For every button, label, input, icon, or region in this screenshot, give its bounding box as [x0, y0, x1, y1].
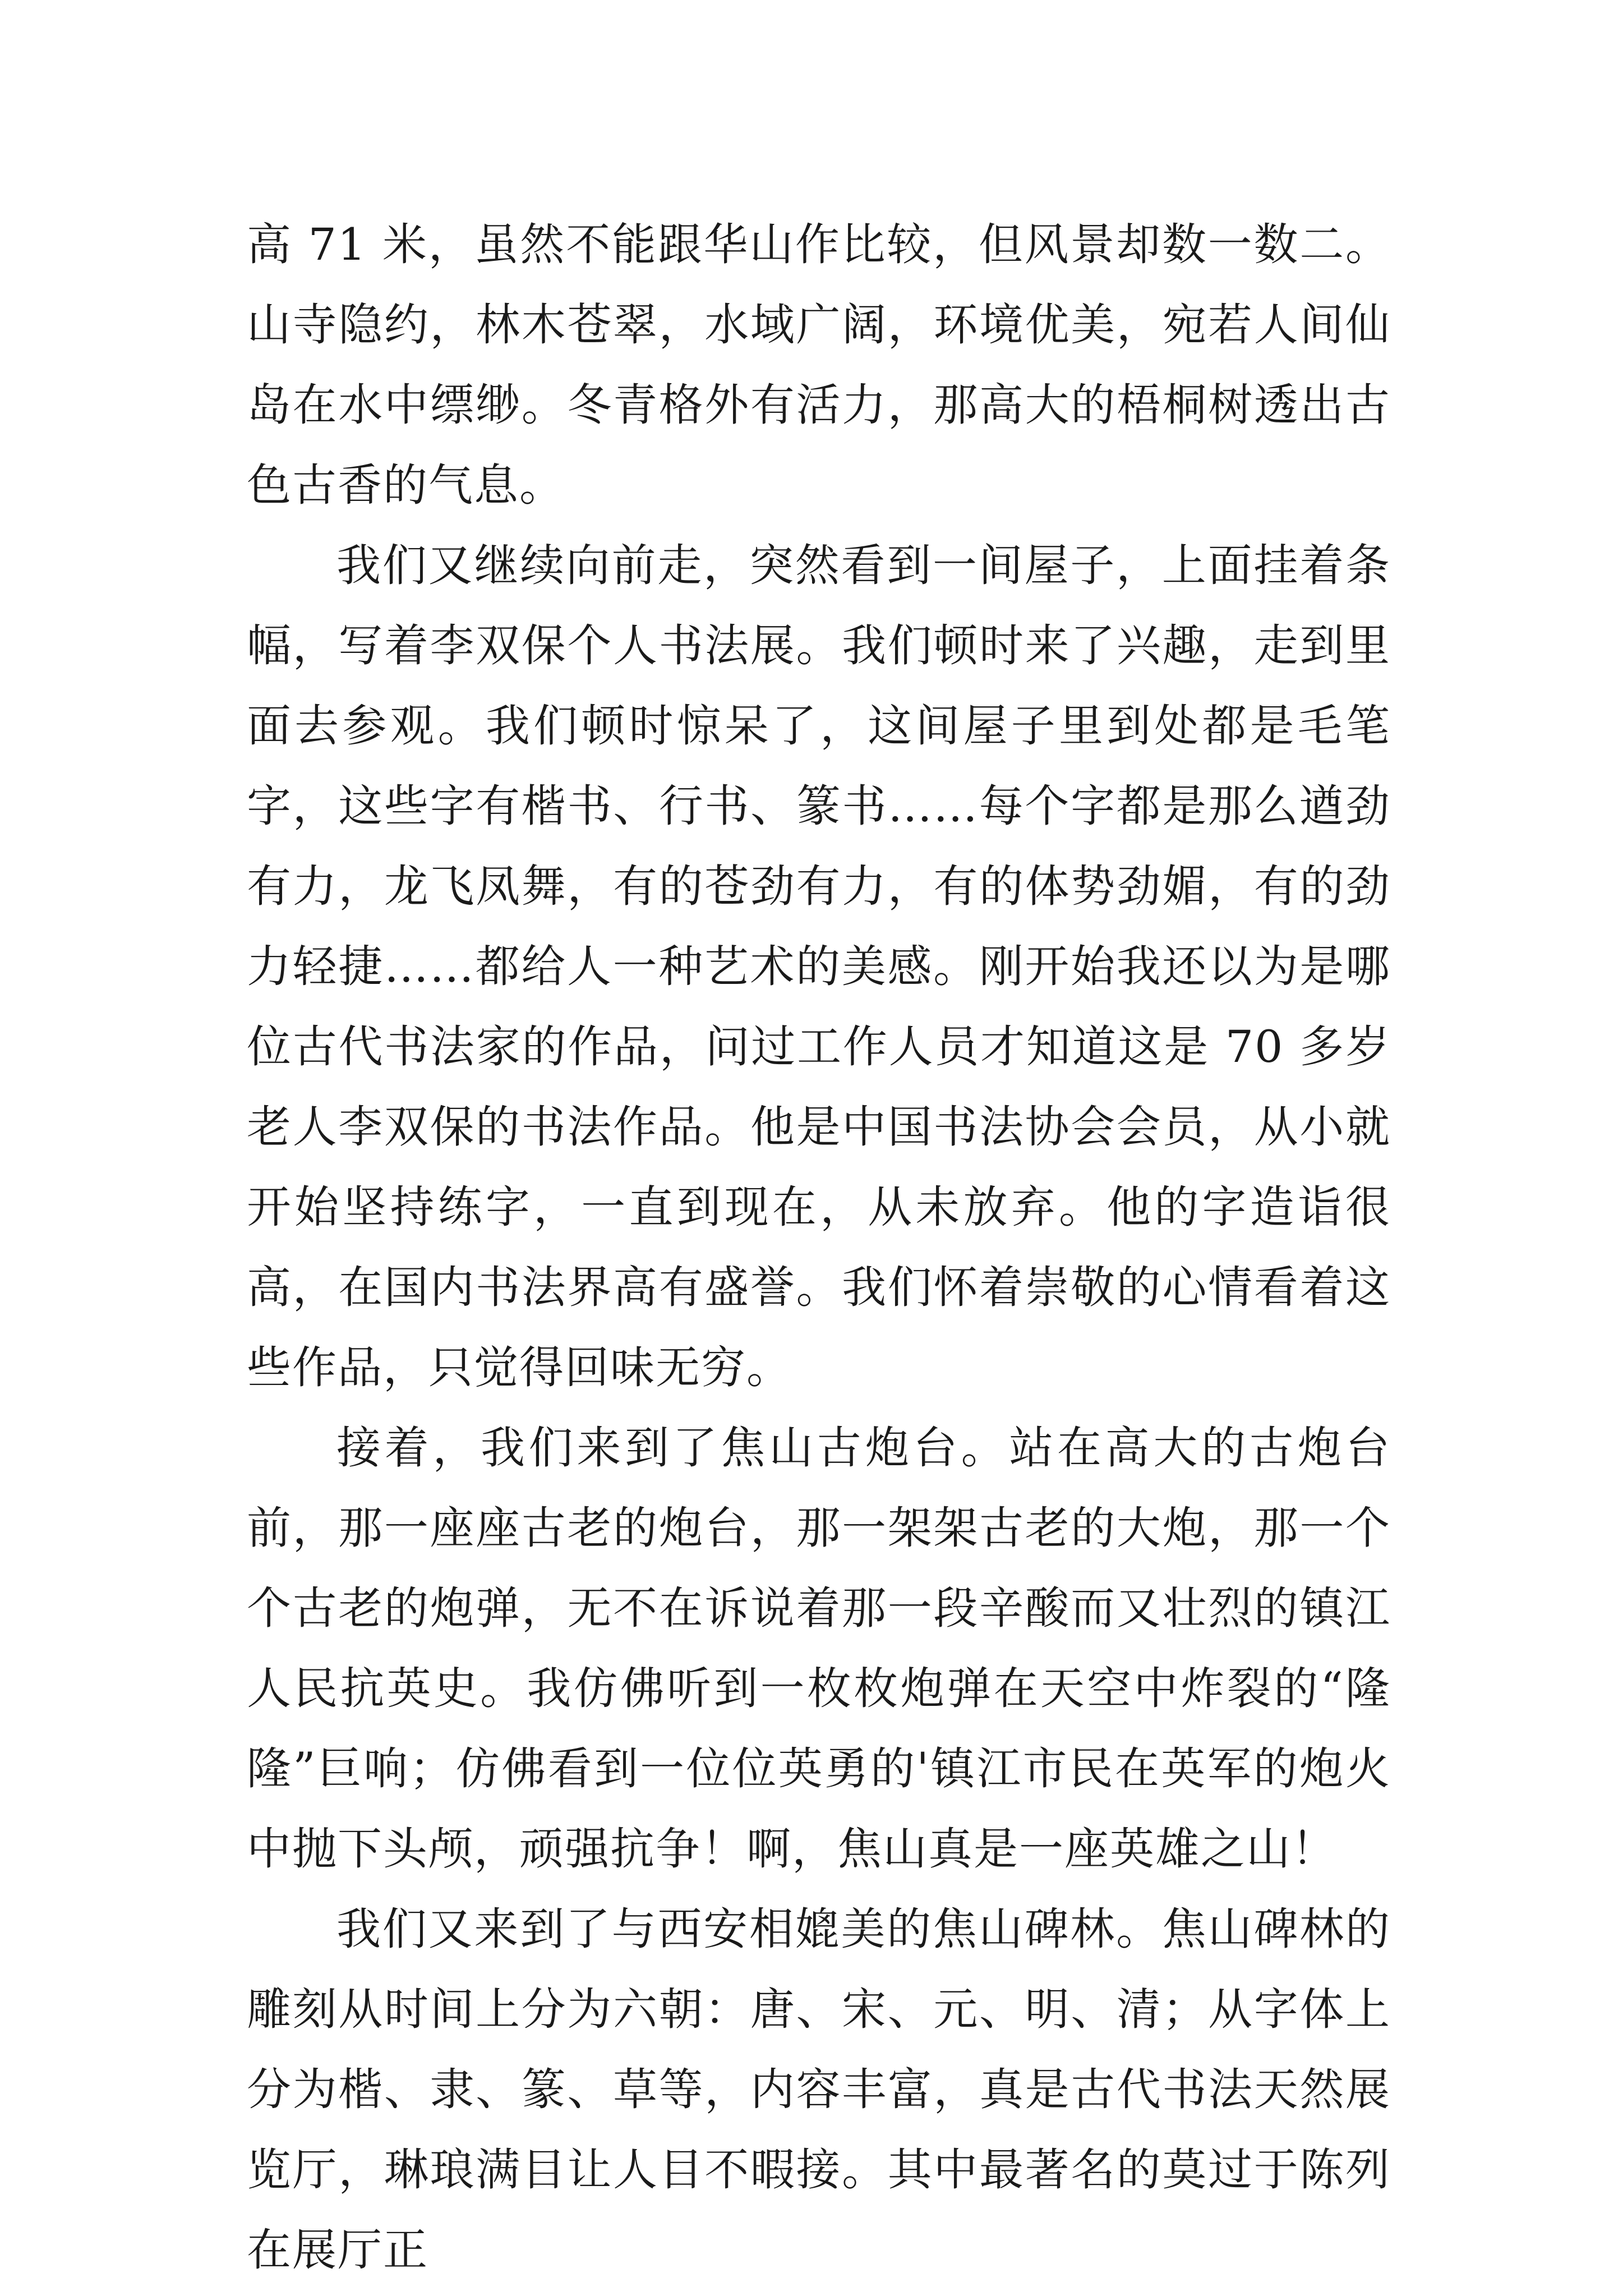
paragraph-4: 我们又来到了与西安相媲美的焦山碑林。焦山碑林的雕刻从时间上分为六朝：唐、宋、元、明、清；从字体上分为楷、隶、篆、草等，内容丰富，真是古代书法天然展览厅，琳琅满目让人目不暇接。其中最著名的莫过于陈列在展厅正	[247, 1903, 1391, 2276]
paragraph-1: 高 71 米，虽然不能跟华山作比较，但风景却数一数二。山寺隐约，林木苍翠，水域广阔，环境优美，宛若人间仙岛在水中缥缈。冬青格外有活力，那高大的梧桐树透出古色古香的气息。	[247, 219, 1391, 511]
paragraph-2: 我们又继续向前走，突然看到一间屋子，上面挂着条幅，写着李双保个人书法展。我们顿时来了兴趣，走到里面去参观。我们顿时惊呆了，这间屋子里到处都是毛笔字，这些字有楷书、行书、篆书……每个字都是那么遒劲有力，龙飞凤舞，有的苍劲有力，有的体势劲媚，有的劲力轻捷……都给人一种艺术的美感。刚开始我还以为是哪位古代书法家的作品，问过工作人员才知道这是 70 多岁老人李双保的书法作品。他是中国书法协会会员，从小就开始坚持练字，一直到现在，从未放弃。他的字造诣很高，在国内书法界高有盛誉。我们怀着崇敬的心情看着这些作品，只觉得回味无穷。	[247, 540, 1391, 1393]
body-text	[247, 205, 1391, 2290]
paragraph-3: 接着，我们来到了焦山古炮台。站在高大的古炮台前，那一座座古老的炮台，那一架架古老的大炮，那一个个古老的炮弹，无不在诉说着那一段辛酸而又壮烈的镇江人民抗英史。我仿佛听到一枚枚炮弹在天空中炸裂的“隆隆”巨响；仿佛看到一位位英勇的'镇江市民在英军的炮火中抛下头颅，顽强抗争！啊，焦山真是一座英雄之山！	[247, 1422, 1391, 1875]
